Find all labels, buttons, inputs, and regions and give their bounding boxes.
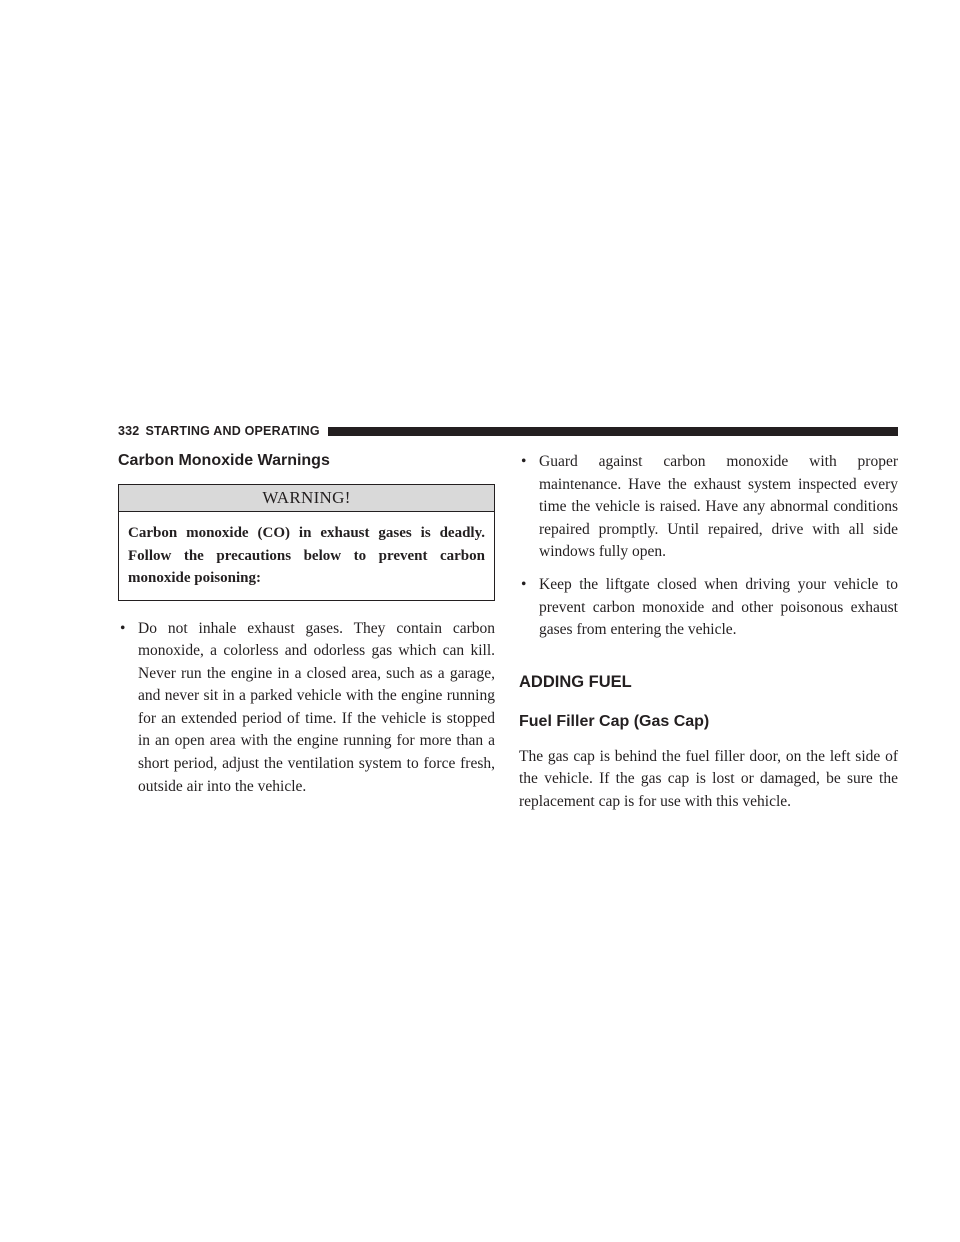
carbon-monoxide-heading: Carbon Monoxide Warnings — [118, 452, 330, 469]
section-title: STARTING AND OPERATING — [145, 424, 320, 438]
warning-title: WARNING! — [119, 485, 494, 512]
bullet-icon: • — [120, 619, 126, 637]
list-item — [519, 574, 898, 642]
list-item-text: Guard against carbon monoxide with proper maintenance. Have the exhaust system inspected every time the vehicle is raised. Have any abnormal conditions repaired promptly. Until repaired, drive with all side windows fully open. — [539, 453, 898, 561]
right-bullet-list — [519, 451, 898, 642]
list-item-text: Do not inhale exhaust gases. They contain carbon monoxide, a colorless and odorless gas which can kill. Never run the engine in a closed area, such as a garage, and never sit in a parked vehicle with the engine running for an extended period of time. If the vehicle is stopped in an open area with the engine running for more than a short period, adjust the ventilation system to force fresh, outside air into the vehicle. — [138, 619, 495, 795]
header-rule — [328, 427, 898, 436]
left-column — [118, 451, 495, 798]
warning-box — [118, 484, 495, 601]
left-bullet-list — [118, 618, 495, 799]
gas-cap-paragraph: The gas cap is behind the fuel filler door, on the left side of the vehicle. If the gas cap is lost or damaged, be sure the replacement cap is for use with this vehicle. — [519, 747, 898, 810]
page-header — [118, 424, 898, 438]
page-number: 332 — [118, 424, 140, 438]
adding-fuel-heading: ADDING FUEL — [519, 672, 632, 691]
list-item — [118, 618, 495, 799]
warning-text: Carbon monoxide (CO) in exhaust gases is deadly. Follow the precautions below to prevent carbon monoxide poisoning: — [128, 525, 485, 586]
list-item — [519, 451, 898, 564]
bullet-icon: • — [521, 575, 527, 593]
right-column — [519, 451, 898, 814]
bullet-icon: • — [521, 453, 527, 470]
list-item-text: Keep the liftgate closed when driving your vehicle to prevent carbon monoxide and other poisonous exhaust gases from entering the vehicle. — [539, 575, 898, 639]
fuel-filler-cap-heading: Fuel Filler Cap (Gas Cap) — [519, 712, 710, 730]
